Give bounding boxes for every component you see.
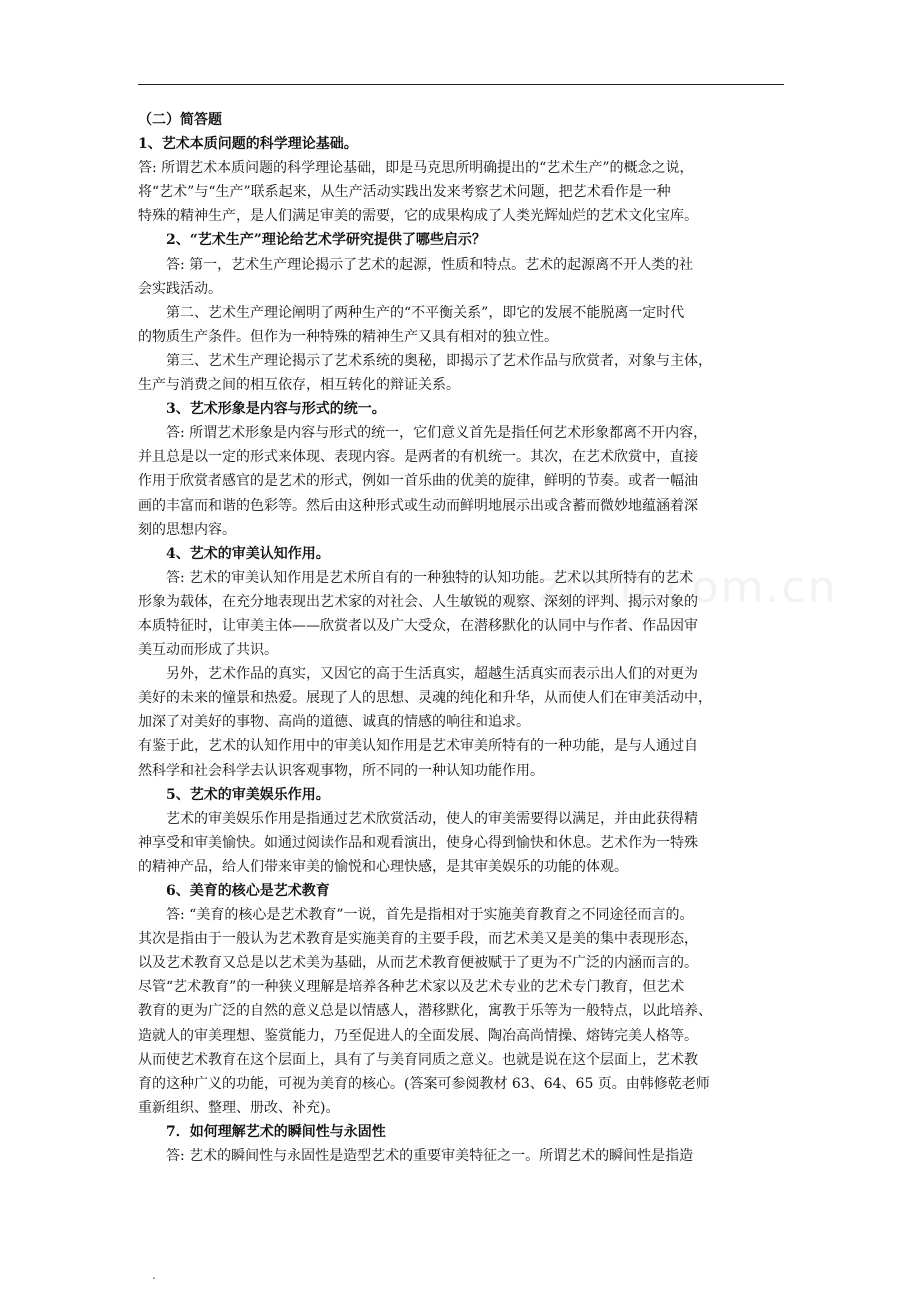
text-line: 以及艺术教育又总是以艺术美为基础，从而艺术教育便被赋于了更为不广泛的内涵而言的。 <box>138 955 698 972</box>
answer-paragraph <box>138 156 784 228</box>
text-line: 美互动而形成了共识。 <box>138 642 278 659</box>
text-line: 艺术的审美娱乐作用是指通过艺术欣赏活动，使人的审美需要得以满足，并由此获得精 <box>166 810 698 827</box>
answer-paragraph <box>138 1144 784 1168</box>
text-line: 从而使艺术教育在这个层面上，具有了与美育同质之意义。也就是说在这个层面上，艺术教 <box>138 1051 698 1068</box>
text-line: 教育的更为广泛的自然的意义总是以情感人，潜移默化，寓教于乐等为一般特点，以此培养、 <box>138 1003 712 1020</box>
question-heading <box>138 542 784 566</box>
text-line: 答: “美育的核心是艺术教育”一说，首先是指相对于实施美育教育之不同途径而言的。 <box>166 907 694 924</box>
text-line: 重新组织、整理、册改、补充)。 <box>138 1099 340 1116</box>
text-line: 育的这种广义的功能，可视为美育的核心。(答案可参阅教材 63、64、65 页。由韩修乾老师 <box>138 1075 710 1092</box>
text-line: 的精神产品，给人们带来审美的愉悦和心理快感，是其审美娱乐的功能的体观。 <box>138 858 628 875</box>
answer-paragraph <box>138 301 784 349</box>
text-line: 形象为载体，在充分地表现出艺术家的对社会、人生敏锐的观察、深刻的评判、揭示对象的 <box>138 593 698 610</box>
text-line: 另外，艺术作品的真实，又因它的高于生活真实，超越生活真实而表示出人们的对更为 <box>166 666 698 683</box>
answer-paragraph <box>138 807 784 879</box>
text-line: 6、美育的核心是艺术教育 <box>166 883 330 899</box>
text-line: 尽管“艺术教育”的一种狭义理解是培养各种艺术家以及艺术专业的艺术专门教育，但艺术 <box>138 979 685 996</box>
text-line: 答: 所谓艺术本质问题的科学理论基础，即是马克思所明确提出的“艺术生产”的概念之说， <box>138 160 694 177</box>
text-line: 2、“艺术生产”理论给艺术学研究提供了哪些启示？ <box>166 232 486 249</box>
answer-paragraph <box>138 421 784 541</box>
text-line: 有鉴于此，艺术的认知作用中的审美认知作用是艺术审美所特有的一种功能，是与人通过自 <box>138 738 698 755</box>
question-heading <box>138 1120 784 1144</box>
question-heading <box>138 783 784 807</box>
text-line: 第二、艺术生产理论阐明了两种生产的“不平衡关系”，即它的发展不能脱离一定时代 <box>166 304 685 321</box>
answer-paragraph <box>138 349 784 397</box>
watermark: zixin.com.cn <box>538 562 838 613</box>
document-body <box>138 108 784 1168</box>
text-line: 答: 艺术的审美认知作用是艺术所自有的一种独特的认知功能。艺术以其所特有的艺术 <box>166 569 694 586</box>
text-line: 答: 所谓艺术形象是内容与形式的统一，它们意义首先是指任何艺术形象都离不开内容， <box>166 425 708 442</box>
answer-paragraph <box>138 734 784 782</box>
question-heading <box>138 132 784 156</box>
text-line: 美好的未来的憧景和热爱。展现了人的思想、灵魂的纯化和升华，从而使人们在审美活动中， <box>138 690 712 707</box>
answer-paragraph <box>138 903 784 1120</box>
text-line: 画的丰富而和谐的色彩等。然后由这种形式或生动而鲜明地展示出或含蓄而微妙地蕴涵着深 <box>138 497 698 514</box>
text-line: 其次是指由于一般认为艺术教育是实施美育的主要手段，而艺术美又是美的集中表现形态， <box>138 931 698 948</box>
question-heading <box>138 397 784 421</box>
text-line: 本质特征时，让审美主体——欣赏者以及广大受众，在潜移默化的认同中与作者、作品因审 <box>138 617 698 634</box>
text-line: 1、艺术本质问题的科学理论基础。 <box>138 136 358 153</box>
text-line: 加深了对美好的事物、高尚的道德、诚真的情感的响往和追求。 <box>138 714 530 731</box>
text-line: 7．如何理解艺术的瞬间性与永固性 <box>166 1123 386 1140</box>
text-line: 刻的思想内容。 <box>138 521 236 538</box>
text-line: 3、艺术形象是内容与形式的统一。 <box>166 401 386 418</box>
answer-paragraph <box>138 662 784 734</box>
question-heading <box>138 228 784 252</box>
question-heading <box>138 879 784 903</box>
text-line: 答: 艺术的瞬间性与永固性是造型艺术的重要审美特征之一。所谓艺术的瞬间性是指造 <box>166 1148 694 1165</box>
text-line: 作用于欣赏者感官的是艺术的形式，例如一首乐曲的优美的旋律，鲜明的节奏。或者一幅油 <box>138 473 698 490</box>
header-rule <box>138 84 784 85</box>
text-line: 造就人的审美理想、鉴赏能力，乃至促进人的全面发展、陶冶高尚情操、熔铸完美人格等。 <box>138 1027 698 1044</box>
text-line: 生产与消费之间的相互依存，相互转化的辩证关系。 <box>138 377 460 394</box>
text-line: 特殊的精神生产，是人们满足审美的需要，它的成果构成了人类光辉灿烂的艺术文化宝库。 <box>138 208 698 225</box>
text-line: 第三、艺术生产理论揭示了艺术系统的奥秘，即揭示了艺术作品与欣赏者，对象与主体， <box>166 352 712 369</box>
footer-mark: . <box>152 1268 156 1282</box>
text-line: 神享受和审美愉快。如通过阅读作品和观看演出，使身心得到愉快和休息。艺术作为一特殊 <box>138 834 698 851</box>
text-line: 然科学和社会科学去认识客观事物，所不同的一种认知功能作用。 <box>138 762 544 779</box>
text-line: 的物质生产条件。但作为一种特殊的精神生产又具有相对的独立性。 <box>138 328 558 345</box>
answer-paragraph <box>138 253 784 301</box>
text-line: 会实践活动。 <box>138 280 222 297</box>
section-heading: （二）简答题 <box>138 112 222 128</box>
text-line: 答: 第一，艺术生产理论揭示了艺术的起源，性质和特点。艺术的起源离不开人类的社 <box>166 256 694 273</box>
text-line: 5、艺术的审美娱乐作用。 <box>166 786 330 803</box>
text-line: 4、艺术的审美认知作用。 <box>166 545 330 562</box>
answer-paragraph <box>138 566 784 662</box>
text-line: 将“艺术”与“生产”联系起来，从生产活动实践出发来考察艺术问题，把艺术看作是一种 <box>138 184 671 201</box>
text-line: 并且总是以一定的形式来体现、表现内容。是两者的有机统一。其次，在艺术欣赏中，直接 <box>138 449 698 466</box>
